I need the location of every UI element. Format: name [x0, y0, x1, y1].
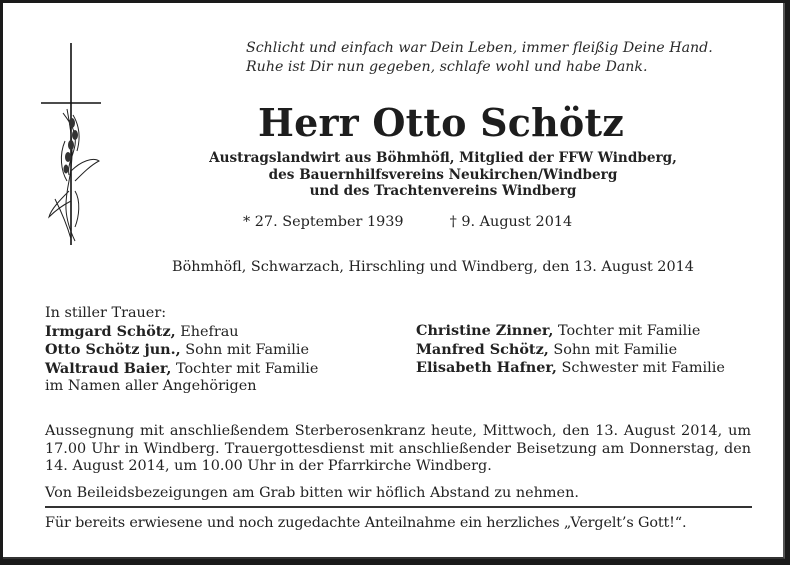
mourner-relation: Ehefrau [175, 323, 239, 340]
obituary-notice [3, 3, 785, 559]
mourner-name: Otto Schötz jun., [45, 341, 181, 358]
mourner-relation: Tochter mit Familie [553, 323, 701, 339]
service-notice [45, 423, 751, 476]
condolence-request: Von Beileidsbezeigungen am Grab bitten wir höflich Abstand zu nehmen. [45, 485, 579, 501]
place-and-date: Böhmhöfl, Schwarzach, Hirschling und Windberg, den 13. August 2014 [172, 259, 694, 275]
description-line-1: Austragslandwirt aus Böhmhöfl, Mitglied der FFW Windberg, [209, 150, 677, 166]
deceased-name: Herr Otto Schötz [257, 100, 625, 145]
mourner-relation: Schwester mit Familie [556, 360, 725, 376]
mourner-entry [45, 323, 318, 342]
mourner-entry [416, 341, 725, 360]
death-date: † 9. August 2014 [449, 214, 573, 230]
description-line-2: des Bauernhilfsvereins Neukirchen/Windberg [268, 166, 618, 183]
life-dates [243, 214, 572, 230]
mourner-entry [416, 359, 725, 378]
deceased-description [133, 150, 753, 200]
mourner-relation: Sohn mit Familie [180, 342, 310, 358]
mourners-right-column [416, 322, 725, 378]
mourner-entry [45, 360, 318, 379]
mourners-closing: im Namen aller Angehörigen [45, 378, 257, 394]
cross-with-wheat-icon [41, 41, 105, 247]
motto-verse [246, 39, 766, 76]
mourner-relation: Tochter mit Familie [171, 360, 319, 377]
mourners-intro: In stiller Trauer: [45, 305, 167, 321]
divider [45, 506, 752, 508]
mourners-left-column [45, 305, 318, 396]
thanks-line: Für bereits erwiesene und noch zugedachte Anteilnahme ein herzliches „Vergelt’s Gott!“. [45, 515, 687, 531]
mourner-name: Waltraud Baier, [45, 359, 172, 377]
mourner-name: Irmgard Schötz, [45, 322, 176, 340]
mourner-name: Christine Zinner, [416, 322, 554, 339]
motto-line-2: Ruhe ist Dir nun gegeben, schlafe wohl und habe Dank. [246, 58, 648, 75]
birth-date: * 27. September 1939 [243, 214, 404, 230]
motto-line-1: Schlicht und einfach war Dein Leben, immer fleißig Deine Hand. [246, 40, 713, 56]
service-details: Aussegnung mit anschließendem Sterberosenkranz heute, Mittwoch, den 13. August 2014, um 17.00 Uhr in Windberg. Trauergottesdienst mit anschließender Beisetzung am Donnerstag, den 14. August 2014, um 10.00 Uhr in der Pfarrkirche Windberg. [45, 423, 751, 474]
mourner-name: Manfred Schötz, [416, 340, 549, 358]
mourner-entry [416, 322, 725, 341]
description-line-3: und des Trachtenvereins Windberg [309, 183, 577, 199]
mourner-relation: Sohn mit Familie [548, 341, 678, 358]
mourner-name: Elisabeth Hafner, [416, 359, 557, 376]
mourner-entry [45, 341, 318, 360]
